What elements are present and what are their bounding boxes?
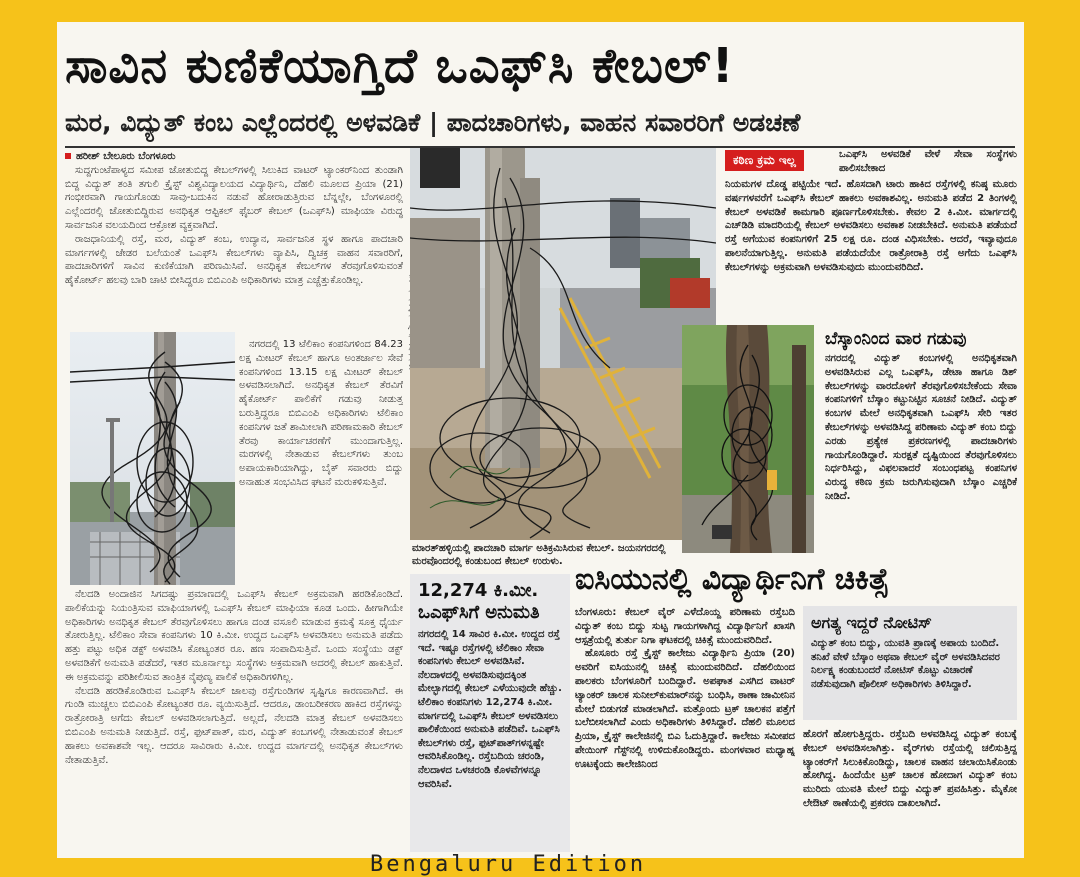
escom-body: ನಗರದಲ್ಲಿ ವಿದ್ಯುತ್ ಕಂಬಗಳಲ್ಲಿ ಅನಧಿಕೃತವಾಗಿ ಅಳವಡಿಸಿರುವ ಎಲ್ಲ ಒಎಫ್‌ಸಿ, ಡೇಟಾ ಹಾಗೂ ಡಿಶ್ ಕೇಬಲ್‌ಗಳನ್ನು ವಾರದೊಳಗೆ ತೆರವುಗೊಳಿಸಬೇಕೆಂದು ಸೇವಾ ಕಂಪನಿಗಳಿಗೆ ಬೆಸ್ಕಾಂ ಕಟ್ಟುನಿಟ್ಟಿನ ಸೂಚನೆ ನೀಡಿದೆ. ವಿದ್ಯುತ್ ಕಂಬಗಳ ಮೇಲೆ ಅನಧಿಕೃತವಾಗಿ ಒಎಫ್‌ಸಿ ಸೇರಿ ಇತರ ಕೇಬಲ್‌ಗಳನ್ನು ಅಳವಡಿಸಿದ್ದ ಪರಿಣಾಮ ವಿದ್ಯುತ್ ಕಂಬ ಬಿದ್ದು ಎರಡು ಪ್ರತ್ಯೇಕ ಪ್ರಕರಣಗಳಲ್ಲಿ ಪಾದಚಾರಿಗಳು ಗಾಯಗೊಂಡಿದ್ದಾರೆ. ಸುರಕ್ಷತೆ ದೃಷ್ಟಿಯಿಂದ ತೆರವುಗೊಳಿಸಲು ನಿರ್ಧರಿಸಿದ್ದು, ವಿಫಲವಾದರೆ ಸಂಬಂಧಪಟ್ಟ ಕಂಪನಿಗಳ ವಿರುದ್ಧ ಕಠಿಣ ಕ್ರಮ ಜರುಗಿಸುವುದಾಗಿ ಬೆಸ್ಕಾಂ ಎಚ್ಚರಿಕೆ ನೀಡಿದೆ. [825, 353, 1017, 502]
byline [65, 150, 403, 164]
article-left-bottom [65, 588, 403, 852]
article-left-narrow [239, 338, 403, 590]
paragraph: ನಗರದಲ್ಲಿ 13 ಟೆಲಿಕಾಂ ಕಂಪನಿಗಳಿಂದ 84.23 ಲಕ್ಷ ಮೀಟರ್ ಕೇಬಲ್ ಹಾಗೂ ಅಂತರ್ಜಾಲ ಸೇವೆ ಕಂಪನಿಗಳಿಂದ 13.15 ಲಕ್ಷ ಮೀಟರ್ ಕೇಬಲ್ ಅಳವಡಿಸಲಾಗಿದೆ. ಅನಧಿಕೃತ ಕೇಬಲ್ ತೆರವಿಗೆ ಹೈಕೋರ್ಟ್ ಪಾಲಿಕೆಗೆ ಗಡುವು ನೀಡುತ್ತ ಬರುತ್ತಿದ್ದರೂ ಬಿಬಿಎಂಪಿ ಅಧಿಕಾರಿಗಳು ಟೆಲಿಕಾಂ ಕಂಪನಿಗಳ ಜತೆ ಶಾಮೀಲಾಗಿ ಪರಿಣಾಮಕಾರಿ ಕೇಬಲ್ ತೆರವು ಕಾರ್ಯಾಚರಣೆಗೆ ಮುಂದಾಗುತ್ತಿಲ್ಲ. ಮರಗಳಲ್ಲಿ ನೇತಾಡುವ ಕೇಬಲ್‌ಗಳು ತುಂಬ ಅಪಾಯಕಾರಿಯಾಗಿದ್ದು, ಬೈಕ್ ಸವಾರರು ಬಿದ್ದು ಅನಾಹುತ ಸಂಭವಿಸಿದ ಘಟನೆ ಮರುಕಳಿಸುತ್ತಿವೆ. [239, 339, 403, 488]
photo-footpath-cables [410, 148, 716, 540]
paragraph: ಬೆಂಗಳೂರು: ಕೇಬಲ್ ವೈರ್ ಎಳೆದೊಯ್ದ ಪರಿಣಾಮ ರಸ್ತೆಬದಿ ವಿದ್ಯುತ್ ಕಂಬ ಬಿದ್ದು ಸುಟ್ಟ ಗಾಯಗಳಾಗಿದ್ದ ವಿದ್ಯಾರ್ಥಿನಿಗೆ ಖಾಸಗಿ ಆಸ್ಪತ್ರೆಯಲ್ಲಿ ತುರ್ತು ನಿಗಾ ಘಟಕದಲ್ಲಿ ಚಿಕಿತ್ಸೆ ಮುಂದುವರಿದಿದೆ. [575, 607, 795, 646]
photo-pole-cables [70, 332, 235, 585]
notice-body: ವಿದ್ಯುತ್ ಕಂಬ ಬಿದ್ದು, ಯುವತಿ ಪ್ರಾಣಕ್ಕೆ ಅಪಾಯ ಬಂದಿದೆ. ತನಿಖೆ ವೇಳೆ ಬೆಸ್ಕಾಂ ಅಥವಾ ಕೇಬಲ್ ವೈರ್ ಅಳವಡಿಸಿದವರ ನಿರ್ಲಕ್ಷ್ಯ ಕಂಡುಬಂದರೆ ನೋಟಿಸ್ ಕೊಟ್ಟು ವಿಚಾರಣೆ ನಡೆಸುವುದಾಗಿ ಪೊಲೀಸ್ ಅಧಿಕಾರಿಗಳು ತಿಳಿಸಿದ್ದಾರೆ. [811, 638, 1000, 690]
article-right-top: ನಿಯಮಗಳ ದೊಡ್ಡ ಪಟ್ಟಿಯೇ ಇದೆ. ಹೊಸದಾಗಿ ಟಾರು ಹಾಕಿದ ರಸ್ತೆಗಳಲ್ಲಿ ಕನಿಷ್ಠ ಮೂರು ವರ್ಷಗಳವರೆಗೆ ಒಎಫ್‌ಸಿ ಕೇಬಲ್ ಹಾಕಲು ಅವಕಾಶವಿಲ್ಲ. ಅನುಮತಿ ಪಡೆದ 2 ತಿಂಗಳಲ್ಲಿ ಕೇಬಲ್ ಅಳವಡಿಕೆ ಕಾಮಗಾರಿ ಪೂರ್ಣಗೊಳಿಸಬೇಕು. ಕೇವಲ 2 ಕಿ.ಮೀ. ಮಾರ್ಗದಲ್ಲಿ ಎಚ್‌ಡಿಡಿ ಮಾದರಿಯಲ್ಲಿ ಕೇಬಲ್ ಅಳವಡಿಸಲು ಅವಕಾಶ ನೀಡಬೇಕಿದೆ. ಅನುಮತಿ ಪಡೆಯದೆ ರಸ್ತೆ ಅಗೆಯುವ ಕಂಪನಿಗಳಿಗೆ 25 ಲಕ್ಷ ರೂ. ದಂಡ ವಿಧಿಸಬೇಕು. ಆದರೆ, ಇವ್ಯಾವುದೂ ಪಾಲನೆಯಾಗುತ್ತಿಲ್ಲ. ಅನುಮತಿ ಪಡೆಯದೆಯೇ ರಾತ್ರೋರಾತ್ರಿ ರಸ್ತೆ ಅಗೆದು ಒಎಫ್‌ಸಿ ಕೇಬಲ್‌ಗಳನ್ನು ಅಕ್ರಮವಾಗಿ ಅಳವಡಿಸುವುದು ಮುಂದುವರಿದಿದೆ. [725, 179, 1017, 273]
paragraph: ನೆಲದಡಿ ಹರಡಿಕೊಂಡಿರುವ ಒಎಫ್‌ಸಿ ಕೇಬಲ್ ಜಾಲವು ರಸ್ತೆಗುಂಡಿಗಳ ಸೃಷ್ಟಿಗೂ ಕಾರಣವಾಗಿದೆ. ಈ ಗುಂಡಿ ಮುಚ್ಚಲು ಬಿಬಿಎಂಪಿ ಕೋಟ್ಯಂತರ ರೂ. ವ್ಯಯಿಸುತ್ತಿದೆ. ಆದರೂ, ಡಾಂಬರೀಕರಣ ಹಾಕಿದ ರಸ್ತೆಗಳನ್ನು ರಾತ್ರೋರಾತ್ರಿ ಅಗೆದು ಕೇಬಲ್ ಅಳವಡಿಸಲಾಗುತ್ತಿದೆ. ಅಲ್ಲದೆ, ನೆಲದಡಿ ಮಾತ್ರ ಕೇಬಲ್ ಅಳವಡಿಸಲು ಬಿಬಿಎಂಪಿ ಅನುಮತಿ ನೀಡುತ್ತಿದೆ. ರಸ್ತೆ, ಫುಟ್‌ಪಾತ್, ಮರ, ವಿದ್ಯುತ್ ಕಂಬಗಳಲ್ಲಿ ನೇತಾಡುವಂತೆ ಕೇಬಲ್ ಹಾಕಲು ಅವಕಾಶವೇ ಇಲ್ಲ. ಆದರೂ ಸಾವಿರಾರು ಕಿ.ಮೀ. ಉದ್ದದ ಮಾರ್ಗದಲ್ಲಿ ಅನಧಿಕೃತ ಕೇಬಲ್‌ಗಳು ನೇತಾಡುತ್ತಿವೆ. [65, 685, 403, 766]
notice-title: ಅಗತ್ಯ ಇದ್ದರೆ ನೋಟಿಸ್ [811, 613, 932, 632]
photo-tree-cables [682, 325, 814, 553]
notice-box [803, 606, 1017, 720]
paragraph: ಹೊಸೂರು ರಸ್ತೆ ಕ್ರೈಸ್ಟ್ ಕಾಲೇಜು ವಿದ್ಯಾರ್ಥಿನಿ ಪ್ರಿಯಾ (20) ಅವರಿಗೆ ಐಸಿಯುನಲ್ಲಿ ಚಿಕಿತ್ಸೆ ಮುಂದುವರಿದಿದೆ. ದೆಹಲಿಯಿಂದ ಪಾಲಕರು ಬೆಂಗಳೂರಿಗೆ ಬಂದಿದ್ದಾರೆ. ಅಪಘಾತ ಎಸಗಿದ ವಾಟರ್ ಟ್ಯಾಂಕರ್ ಚಾಲಕ ಸುನೀಲ್‌ಕುಮಾರ್‌ನನ್ನು ಬಂಧಿಸಿ, ಠಾಣಾ ಜಾಮೀನಿನ ಮೇಲೆ ಬಿಡುಗಡೆ ಮಾಡಲಾಗಿದೆ. ಮತ್ತೊಂದು ಟ್ರಕ್ ಚಾಲಕನ ಪತ್ತೆಗೆ ಬಲೆಬೀಸಲಾಗಿದೆ ಎಂದು ಅಧಿಕಾರಿಗಳು ತಿಳಿಸಿದ್ದಾರೆ. ದೆಹಲಿ ಮೂಲದ ಪ್ರಿಯಾ, ಕ್ರೈಸ್ಟ್ ಕಾಲೇಜಿನಲ್ಲಿ ಬಿಎ ಓದುತ್ತಿದ್ದಾರೆ. ಕಾಲೇಜು ಸಮೀಪದ ಪೇಯಿಂಗ್ ಗೆಸ್ಟ್‌ನಲ್ಲಿ ಉಳಿದುಕೊಂಡಿದ್ದರು. ಮಂಗಳವಾರ ಮಧ್ಯಾಹ್ನ ಊಟಕ್ಕೆಂದು ಕಾಲೇಜಿನಿಂದ [575, 648, 795, 770]
box-12274-km [410, 574, 570, 852]
article-icu-col2: ಹೊರಗೆ ಹೋಗುತ್ತಿದ್ದರು. ರಸ್ತೆಬದಿ ಅಳವಡಿಸಿದ್ದ ವಿದ್ಯುತ್ ಕಂಬಕ್ಕೆ ಕೇಬಲ್ ಅಳವಡಿಸಲಾಗಿತ್ತು. ವೈರ್‌ಗಳು ರಸ್ತೆಯಲ್ಲಿ ಚಲಿಸುತ್ತಿದ್ದ ಟ್ಯಾಂಕರ್‌ಗೆ ಸಿಲುಕಿಕೊಂಡಿದ್ದು, ಚಾಲಕ ವಾಹನ ಚಲಾಯಿಸಿಕೊಂಡು ಹೋಗಿದ್ದ. ಹಿಂದೆಯೇ ಟ್ರಕ್ ಚಾಲಕ ಹೋದಾಗ ವಿದ್ಯುತ್ ಕಂಬ ಮುರಿದು ಯುವತಿ ಮೇಲೆ ಬಿದ್ದು ವಿದ್ಯುತ್ ಪ್ರವಹಿಸಿತ್ತು. ಮೈಕೋ ಲೇಔಟ್ ಠಾಣೆಯಲ್ಲಿ ಪ್ರಕರಣ ದಾಖಲಾಗಿದೆ. [803, 729, 1017, 809]
photo-caption: ಮಾರತ್‌ಹಳ್ಳಿಯಲ್ಲಿ ಪಾದಚಾರಿ ಮಾರ್ಗ ಅತಿಕ್ರಮಿಸಿರುವ ಕೇಬಲ್. ಜಯನಗರದಲ್ಲಿ ಮರವೊಂದರಲ್ಲಿ ಕಂಡುಬಂದ ಕೇಬಲ್ ಉರುಳು. [412, 543, 666, 567]
red-tag: ಕಠಿಣ ಕ್ರಮ ಇಲ್ಲ [725, 150, 804, 171]
box-12274-title: 12,274 ಕಿ.ಮೀ. ಒಎಫ್‌ಸಿಗೆ ಅನುಮತಿ [418, 580, 540, 623]
article-escom [825, 328, 1017, 554]
subheadline: ಮರ, ವಿದ್ಯುತ್ ಕಂಬ ಎಲ್ಲೆಂದರಲ್ಲಿ ಅಳವಡಿಕೆ | ಪಾದಚಾರಿಗಳು, ವಾಹನ ಸವಾರರಿಗೆ ಅಡಚಣೆ [65, 108, 801, 137]
article-left-top [65, 150, 403, 328]
paragraph: ರಾಜಧಾನಿಯಲ್ಲಿ ರಸ್ತೆ, ಮರ, ವಿದ್ಯುತ್ ಕಂಬ, ಉದ್ಯಾನ, ಸಾರ್ವಜನಿಕ ಸ್ಥಳ ಹಾಗೂ ಪಾದಚಾರಿ ಮಾರ್ಗಗಳಲ್ಲಿ ಜೇಡರ ಬಲೆಯಂತೆ ಒಎಫ್‌ಸಿ ಕೇಬಲ್‌ಗಳು ವ್ಯಾಪಿಸಿ, ದ್ವಿಚಕ್ರ ವಾಹನ ಸವಾರರಿಗೆ, ಪಾದಚಾರಿಗಳಿಗೆ ಸಾವಿನ ಕುಣಿಕೆಯಾಗಿ ಪರಿಣಮಿಸಿವೆ. ಅನಧಿಕೃತ ಕೇಬಲ್‌ಗಳ ತೆರವುಗೊಳಿಸುವಂತೆ ಹೈಕೋರ್ಟ್ ಹಲವು ಬಾರಿ ಚಾಟಿ ಬೀಸಿದ್ದರೂ ಬಿಬಿಎಂಪಿ ಅಧಿಕಾರಿಗಳು ಮಾತ್ರ ಎಚ್ಚೆತ್ತುಕೊಂಡಿಲ್ಲ. [65, 233, 403, 287]
edition-label: Bengaluru Edition [370, 852, 647, 877]
right-intro: ಒಎಫ್‌ಸಿ ಅಳವಡಿಕೆ ವೇಳೆ ಸೇವಾ ಸಂಸ್ಥೆಗಳು ಪಾಲಿಸಬೇಕಾದ [839, 149, 1017, 174]
paragraph: ನೆಲದಡಿ ಅಂದಾಜಿನ ಸಿಗದಷ್ಟು ಪ್ರಮಾಣದಲ್ಲಿ ಒಎಫ್‌ಸಿ ಕೇಬಲ್ ಅಕ್ರಮವಾಗಿ ಹರಡಿಕೊಂಡಿದೆ. ಪಾಲಿಕೆಯನ್ನು ನಿಯಂತ್ರಿಸುವ ಮಾಫಿಯಾಗಳಲ್ಲಿ ಒಎಫ್‌ಸಿ ಕೇಬಲ್ ಮಾಫಿಯಾ ಕೂಡ ಒಂದು. ಹೀಗಾಗಿಯೇ ಅಧಿಕಾರಿಗಳು ಅನಧಿಕೃತ ಕೇಬಲ್ ತೆರವುಗೊಳಿಸಲು ಹಾಗೂ ದಂಡ ವಸೂಲಿ ಮಾಡುವ ಕ್ರಮಕ್ಕೆ ಸೂಕ್ತ ಧೈರ್ಯ ತೋರುತ್ತಿಲ್ಲ. ಟೆಲಿಕಾಂ ಸೇವಾ ಕಂಪನಿಗಳು 10 ಕಿ.ಮೀ. ಉದ್ದದ ಒಎಫ್‌ಸಿ ಅಳವಡಿಸಲು ಅನುಮತಿ ಪಡೆದು ಹತ್ತು ಪಟ್ಟು ಅಧಿಕ ಡಕ್ಟ್ ಅಳವಡಿಸಿ ಕೋಟ್ಯಂತರ ರೂ. ಹಣ ಸಂಪಾದಿಸುತ್ತಿವೆ. ಒಂದು ಸಂಸ್ಥೆಯು ಡಕ್ಟ್ ಅಳವಡಿಕೆಗೆ ಅನುಮತಿ ಪಡೆದರೆ, ಇತರ ಮೂರ್ನಾಲ್ಕು ಸಂಸ್ಥೆಗಳು ಅಕ್ರಮವಾಗಿ ಅದರಲ್ಲಿ ಕೇಬಲ್ ಹಾಕುತ್ತಿವೆ. ಈ ಅಕ್ರಮವನ್ನು ಪರಿಶೀಲಿಸುವ ತಾಂತ್ರಿಕ ನೈಪುಣ್ಯ ಪಾಲಿಕೆ ಅಧಿಕಾರಿಗಳಿಗಿಲ್ಲ. [65, 589, 403, 683]
headline: ಸಾವಿನ ಕುಣಿಕೆಯಾಗ್ತಿದೆ ಒಎಫ್‌ಸಿ ಕೇಬಲ್! [65, 38, 735, 94]
paragraph: ಸುದ್ದಗುಂಟೆಪಾಳ್ಯದ ಸಮೀಪ ಜೋತುಬಿದ್ದ ಕೇಬಲ್‌ಗಳಲ್ಲಿ ಸಿಲುಕಿದ ವಾಟರ್ ಟ್ಯಾಂಕರ್‌ನಿಂದ ತುಂಡಾಗಿ ಬಿದ್ದ ವಿದ್ಯುತ್ ತಂತಿ ತಗುಲಿ ಕ್ರೈಸ್ಟ್ ವಿಶ್ವವಿದ್ಯಾಲಯದ ವಿದ್ಯಾರ್ಥಿನಿ, ದೆಹಲಿ ಮೂಲದ ಪ್ರಿಯಾ (21) ಗಂಭೀರವಾಗಿ ಗಾಯಗೊಂಡು ಸಾವು-ಬದುಕಿನ ನಡುವೆ ಹೋರಾಡುತ್ತಿರುವ ಬೆನ್ನಲ್ಲೇ, ಬೆಂಗಳೂರಲ್ಲಿ ಎಲ್ಲೆಂದರಲ್ಲಿ ಜೋತುಬಿದ್ದಿರುವ ಅನಧಿಕೃತ ಆಪ್ಟಿಕಲ್ ಫೈಬರ್ ಕೇಬಲ್ (ಒಎಫ್‌ಸಿ) ಮಾಫಿಯಾ ವಿರುದ್ಧ ಸಾರ್ವಜನಿಕ ವಲಯದಿಂದ ಆಕ್ರೋಶ ವ್ಯಕ್ತವಾಗಿದೆ. [65, 164, 403, 231]
box-12274-body: ನಗರದಲ್ಲಿ 14 ಸಾವಿರ ಕಿ.ಮೀ. ಉದ್ದದ ರಸ್ತೆ ಇದೆ. ಇಷ್ಟೂ ರಸ್ತೆಗಳಲ್ಲಿ ಟೆಲಿಕಾಂ ಸೇವಾ ಕಂಪನಿಗಳು ಕೇಬಲ್ ಅಳವಡಿಸಿವೆ. ನೆಲದಾಳದಲ್ಲಿ ಅಳವಡಿಸುವುದಕ್ಕಿಂತ ಮೇಲ್ಭಾಗದಲ್ಲಿ ಕೇಬಲ್ ಎಳೆಯುವುದೇ ಹೆಚ್ಚು. ಟೆಲಿಕಾಂ ಕಂಪನಿಗಳು 12,274 ಕಿ.ಮೀ. ಮಾರ್ಗದಲ್ಲಿ ಒಎಫ್‌ಸಿ ಕೇಬಲ್ ಅಳವಡಿಸಲು ಪಾಲಿಕೆಯಿಂದ ಅನುಮತಿ ಪಡೆದಿವೆ. ಒಎಫ್‌ಸಿ ಕೇಬಲ್‌ಗಳು ರಸ್ತೆ, ಫುಟ್‌ಪಾತ್‌ಗಳನ್ನಷ್ಟೇ ಆವರಿಸಿಕೊಂಡಿಲ್ಲ. ರಸ್ತೆಬದಿಯ ಚರಂಡಿ, ನೆಲದಾಳದ ಒಳಚರಂಡಿ ಕೊಳವೆಗಳನ್ನೂ ಆವರಿಸಿವೆ. [418, 629, 562, 790]
article-icu-col1 [575, 606, 795, 852]
byline-marker-icon [65, 153, 71, 159]
escom-title: ಬೆಸ್ಕಾಂನಿಂದ ವಾರ ಗಡುವು [825, 329, 967, 349]
newspaper-page [57, 22, 1024, 858]
icu-headline: ಐಸಿಯುನಲ್ಲಿ ವಿದ್ಯಾರ್ಥಿನಿಗೆ ಚಿಕಿತ್ಸೆ [575, 562, 889, 597]
byline-text: ಹರೀಶ್ ಬೇಲೂರು ಬೆಂಗಳೂರು [76, 151, 176, 162]
